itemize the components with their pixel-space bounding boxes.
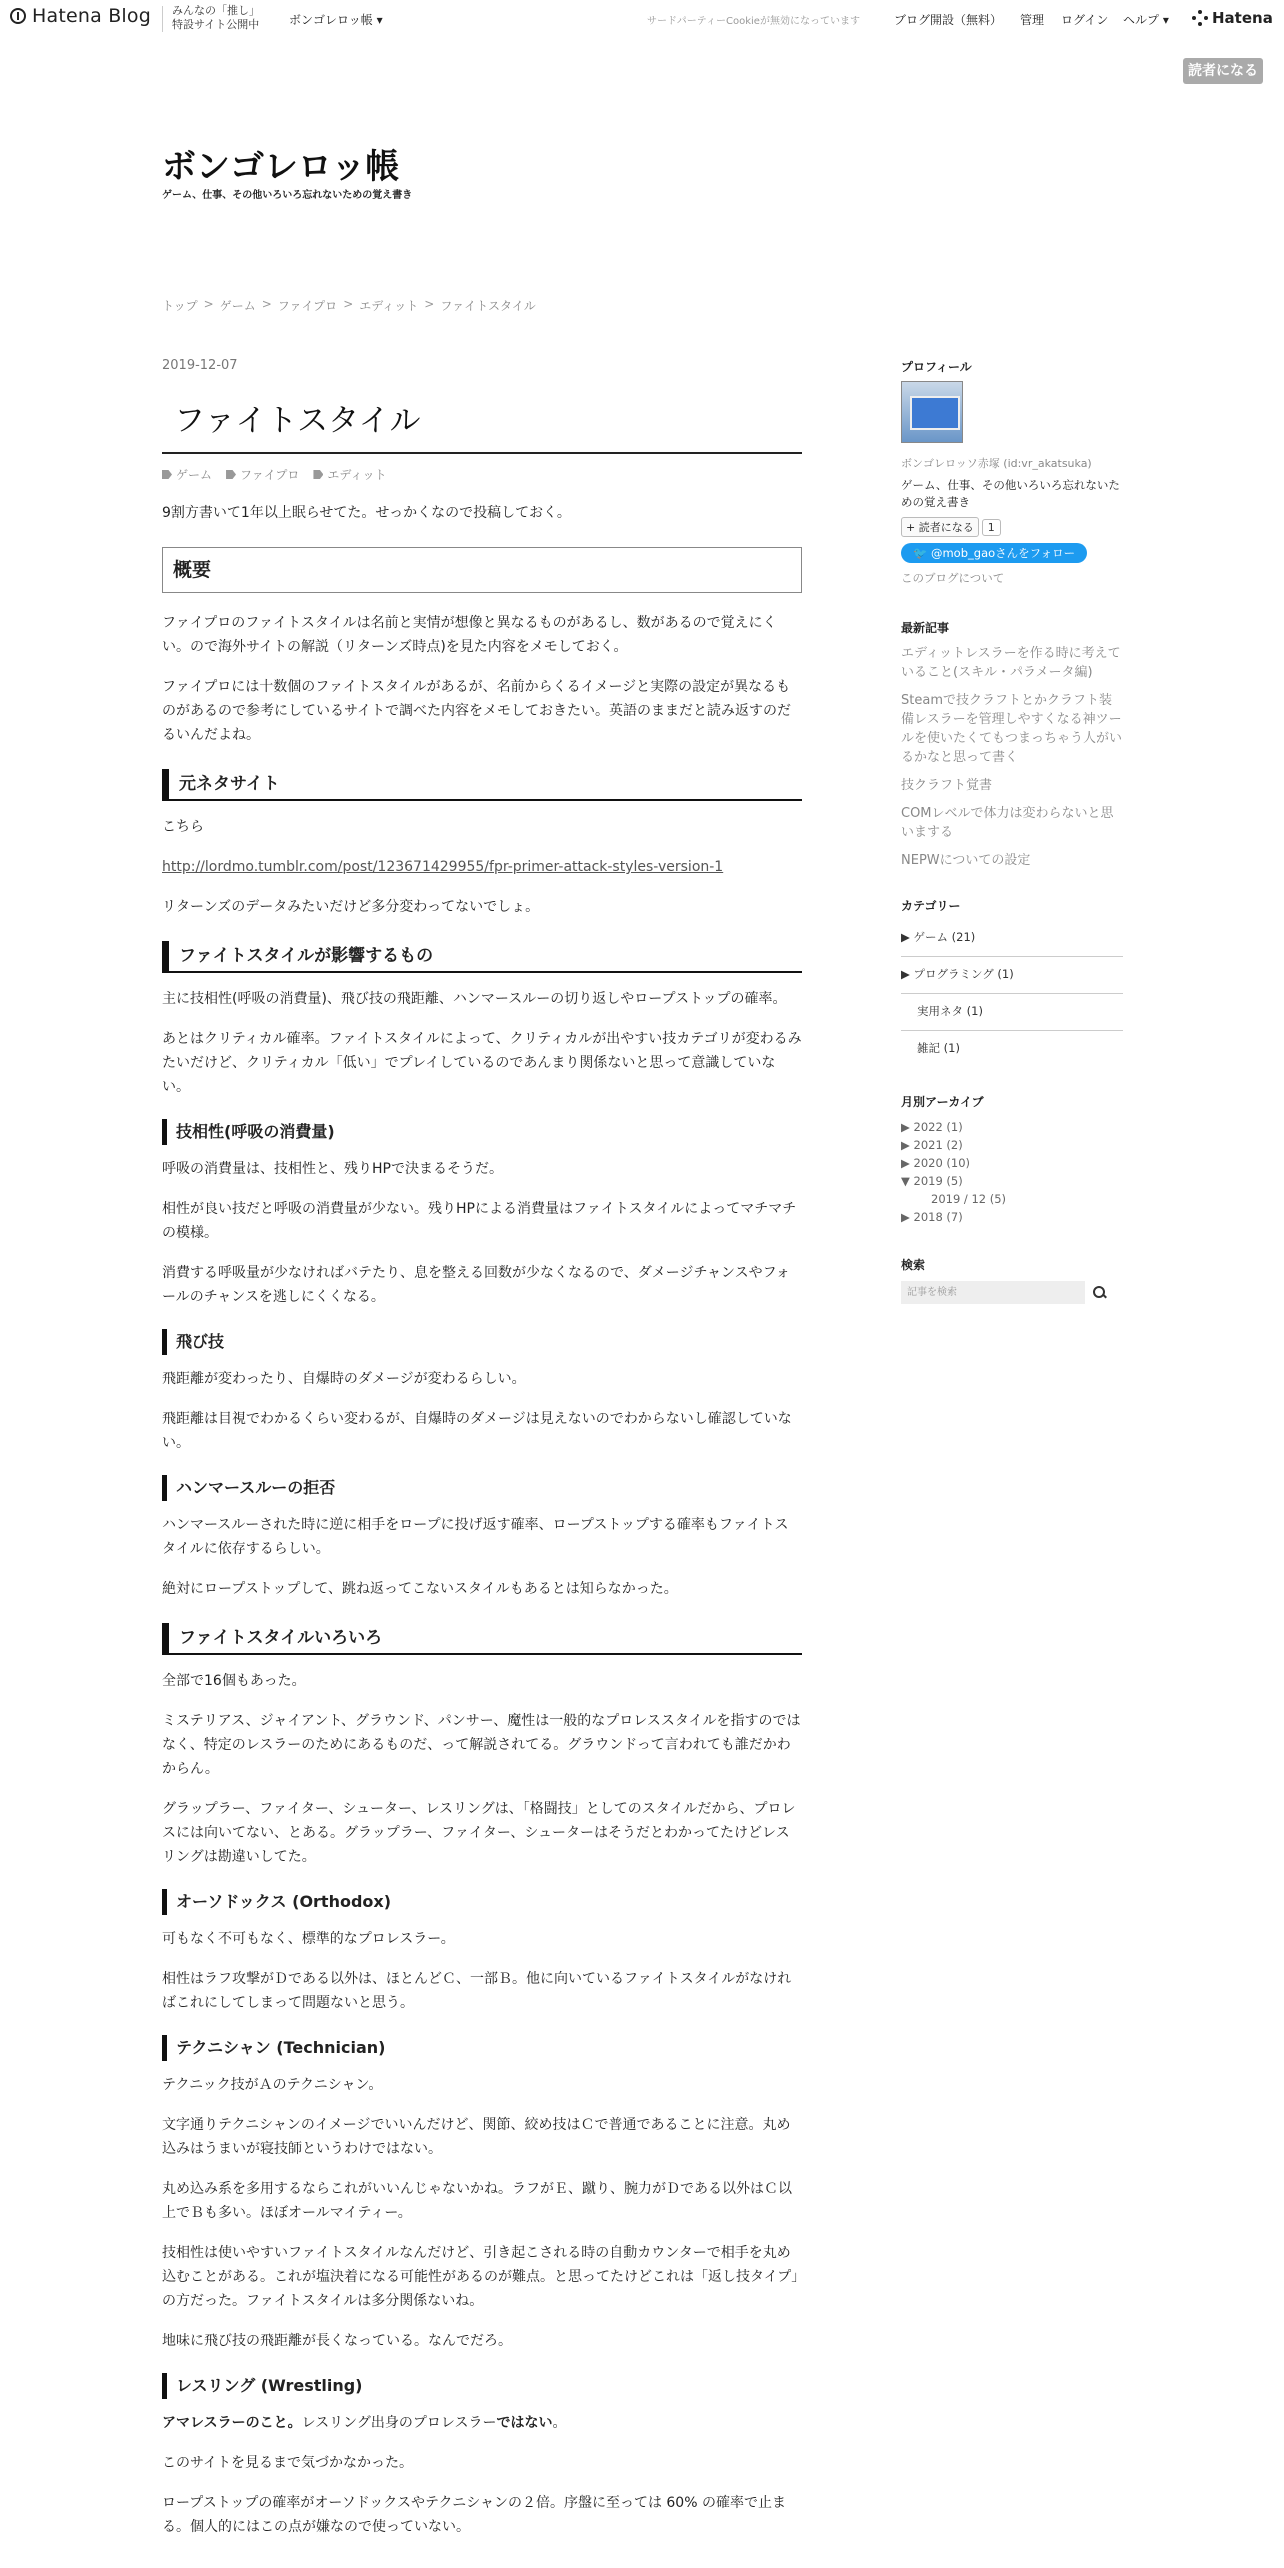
paragraph: ロープストップの確率がオーソドックスやテクニシャンの２倍。序盤に至っては 60% の確率で止まる。個人的にはこの点が嫌なので使っていない。	[162, 2495, 786, 2535]
entry	[162, 358, 802, 2555]
category-tag[interactable]	[313, 466, 386, 483]
archive-year[interactable]: ▶ 2022 (1)	[901, 1120, 963, 1134]
twitter-follow-button[interactable]	[901, 543, 1087, 563]
breadcrumb-separator: >	[261, 297, 272, 311]
source-link[interactable]: http://lordmo.tumblr.com/post/123671429955/fpr-primer-attack-styles-version-1	[162, 859, 724, 875]
breadcrumb-separator: >	[424, 297, 435, 311]
paragraph: このサイトを見るまで気づかなかった。	[162, 2455, 414, 2471]
blog-title[interactable]: ボンゴレロッ帳	[162, 147, 400, 187]
archive-year[interactable]: ▶ 2018 (7)	[901, 1210, 963, 1224]
paragraph: 技相性は使いやすいファイトスタイルなんだけど、引き起こされる時の自動カウンターで相手を丸め込むことがある。これが塩決着になる可能性があるのが難点。と思ってたけどこれは「返し技タイプ」の方だった。ファイトスタイルは多分関係ないね。	[162, 2245, 799, 2309]
minor-heading: 技相性(呼吸の消費量)	[162, 1119, 802, 1145]
subscribe-small-button[interactable]: + 読者になる	[901, 517, 979, 537]
category-item[interactable]: 雑記 (1)	[917, 1041, 960, 1055]
paragraph: あとはクリティカル確率。ファイトスタイルによって、クリティカルが出やすい技カテゴリが変わるみたいだけど、クリティカル「低い」でプレイしているのであんまり関係ないと思って意識していない。	[162, 1031, 802, 1095]
twitter-follow-label: @mob_gaoさんをフォロー	[930, 546, 1076, 560]
archive-year[interactable]: ▼ 2019 (5)	[901, 1174, 963, 1188]
paragraph: 飛距離は目視でわかるくらい変わるが、自爆時のダメージは見えないのでわからないし確認していない。	[162, 1411, 792, 1451]
tag-label: エディット	[327, 468, 387, 482]
twitter-bird-icon: 🐦	[913, 546, 928, 560]
bold-text: アマレスラーのこと。	[162, 2415, 302, 2431]
breadcrumb-item[interactable]: エディット	[359, 299, 419, 313]
entry-date[interactable]: 2019-12-07	[162, 358, 238, 373]
hatena-text: Hatena	[1212, 9, 1273, 27]
paragraph: 呼吸の消費量は、技相性と、残りHPで決まるそうだ。	[162, 1161, 503, 1177]
recent-title: 最新記事	[901, 621, 950, 635]
paragraph: 相性が良い技だと呼吸の消費量が少ない。残りHPによる消費量はファイトスタイルによってマチマチの模様。	[162, 1201, 797, 1241]
profile-title: プロフィール	[901, 360, 972, 374]
breadcrumb-item[interactable]: ファイトスタイル	[440, 299, 536, 313]
hatena-blog-logo[interactable]	[10, 5, 151, 27]
hatena-logo[interactable]	[1192, 9, 1273, 27]
archive-title: 月別アーカイブ	[901, 1095, 984, 1109]
archive-month[interactable]: 2019 / 12 (5)	[931, 1192, 1007, 1206]
promo-line-2: 特設サイト公開中	[172, 18, 260, 31]
category-tag[interactable]	[162, 466, 212, 483]
paragraph: テクニック技がＡのテクニシャン。	[162, 2077, 383, 2093]
open-blog-link[interactable]: ブログ開設（無料）	[894, 13, 1003, 27]
subscribe-button[interactable]: 読者になる	[1183, 58, 1263, 84]
breadcrumb	[162, 297, 536, 314]
archive-module	[901, 1093, 1123, 1226]
recent-list	[901, 644, 1123, 870]
category-item[interactable]: ▶ ゲーム (21)	[901, 920, 1123, 957]
paragraph: ファイプロには十数個のファイトスタイルがあるが、名前からくるイメージと実際の設定が異なるものがあるので参考にしているサイトで調べた内容をメモしておきたい。英語のままだと読み返すのだるいんだよね。	[162, 679, 792, 743]
promo-line-1: みんなの「推し」	[172, 4, 260, 17]
search-title: 検索	[901, 1258, 926, 1272]
admin-link[interactable]: 管理	[1020, 13, 1045, 27]
breadcrumb-item[interactable]: ファイプロ	[277, 299, 338, 313]
profile-name[interactable]: ボンゴレロッソ赤塚 (id:vr_akatsuka)	[901, 457, 1092, 470]
paragraph: ミステリアス、ジャイアント、グラウンド、パンサー、魔性は一般的なプロレススタイルを指すのではなく、特定のレスラーのためにあるものだ、って解説されてる。グラウンドって言われても誰だかわからん。	[162, 1713, 801, 1777]
minor-heading: レスリング (Wrestling)	[162, 2373, 802, 2399]
paragraph: リターンズのデータみたいだけど多分変わってないでしょ。	[162, 899, 540, 915]
paragraph: ファイプロのファイトスタイルは名前と実情が想像と異なるものがあるし、数があるので覚えにくい。ので海外サイトの解説（リターンズ時点)を見た内容をメモしておく。	[162, 615, 777, 655]
search-form	[901, 1281, 1123, 1304]
breadcrumb-separator: >	[203, 297, 214, 311]
tag-label: ファイプロ	[240, 468, 300, 482]
paragraph: 地味に飛び技の飛距離が長くなっている。なんでだろ。	[162, 2333, 512, 2349]
paragraph: 文字通りテクニシャンのイメージでいいんだけど、関節、絞め技はＣで普通であることに注意。丸め込みはうまいが寝技師というわけではない。	[162, 2117, 791, 2157]
breadcrumb-item[interactable]: ゲーム	[219, 299, 256, 313]
recent-entry-link[interactable]: エディットレスラーを作る時に考えていること(スキル・パラメータ編)	[901, 646, 1121, 680]
paragraph: 飛距離が変わったり、自爆時のダメージが変わるらしい。	[162, 1371, 526, 1387]
login-link[interactable]: ログイン	[1061, 13, 1109, 27]
section-heading: 概要	[162, 547, 802, 593]
paragraph: 全部で16個もあった。	[162, 1673, 306, 1689]
recent-entry-link[interactable]: 技クラフト覚書	[901, 778, 993, 793]
reader-count[interactable]: 1	[982, 519, 1001, 536]
recent-entry-link[interactable]: NEPWについての設定	[901, 853, 1031, 868]
entry-title[interactable]: ファイトスタイル	[162, 395, 802, 454]
category-item[interactable]: ▶ プログラミング (1)	[901, 957, 1123, 994]
minor-heading: テクニシャン (Technician)	[162, 2035, 802, 2061]
logo-text: Hatena Blog	[32, 5, 151, 27]
category-tag[interactable]	[226, 466, 299, 483]
paragraph: 9割方書いて1年以上眠らせてた。せっかくなので投稿しておく。	[162, 505, 571, 521]
paragraph: 相性はラフ攻撃がＤである以外は、ほとんどＣ、一部Ｂ。他に向いているファイトスタイルがなければこれにしてしまって問題ないと思う。	[162, 1971, 792, 2011]
global-header	[0, 0, 1284, 38]
profile-module	[901, 358, 1123, 586]
category-module	[901, 897, 1123, 1067]
search-module	[901, 1256, 1123, 1304]
entry-categories	[162, 466, 802, 483]
subscribe-small-label: 読者になる	[918, 521, 974, 534]
tag-label: ゲーム	[176, 468, 213, 482]
minor-heading: 飛び技	[162, 1329, 802, 1355]
help-menu[interactable]: ヘルプ ▾	[1123, 13, 1169, 27]
paragraph: グラップラー、ファイター、シューター、レスリングは、「格闘技」としてのスタイルだから、プロレスには向いてない、とある。グラップラー、ファイター、シューターはそうだとわかってたけどレスリングは勘違いしてた。	[162, 1801, 796, 1865]
recent-module	[901, 619, 1123, 870]
hatena-dots-icon	[1192, 10, 1208, 26]
paragraph: 主に技相性(呼吸の消費量)、飛び技の飛距離、ハンマースルーの切り返しやロープストップの確率。	[162, 991, 787, 1007]
archive-year[interactable]: ▶ 2020 (10)	[901, 1156, 971, 1170]
minor-heading: オーソドックス (Orthodox)	[162, 1889, 802, 1915]
cookie-notice[interactable]: サードパーティーCookieが無効になっています	[647, 16, 860, 27]
paragraph: 絶対にロープストップして、跳ね返ってこないスタイルもあるとは知らなかった。	[162, 1581, 678, 1597]
paragraph: 丸め込み系を多用するならこれがいいんじゃないかね。ラフがＥ、蹴り、腕力がＤである以外はＣ以上でＢも多い。ほぼオールマイティー。	[162, 2181, 792, 2221]
tag-icon	[162, 470, 172, 479]
text: 。	[552, 2415, 567, 2431]
search-input[interactable]: 記事を検索	[901, 1281, 1085, 1304]
subsection-heading: ファイトスタイルいろいろ	[162, 1623, 802, 1655]
search-icon[interactable]	[1093, 1286, 1107, 1300]
tag-icon	[313, 470, 323, 479]
header-divider	[162, 6, 163, 32]
recent-entry-link[interactable]: COMレベルで体力は変わらないと思いまする	[901, 806, 1114, 840]
tag-icon	[226, 470, 236, 479]
hatena-blog-logo-icon	[10, 8, 26, 24]
sidebar	[901, 358, 1123, 1304]
paragraph: こちら	[162, 819, 204, 835]
paragraph	[162, 2411, 802, 2435]
archive-year[interactable]: ▶ 2021 (2)	[901, 1138, 963, 1152]
paragraph	[162, 855, 802, 879]
reader-row	[901, 517, 1123, 537]
avatar[interactable]	[901, 381, 963, 443]
blog-menu-dropdown[interactable]: ボンゴレロッ帳 ▾	[289, 13, 383, 27]
profile-description: ゲーム、仕事、その他いろいろ忘れないための覚え書き	[901, 478, 1120, 509]
about-link[interactable]: このブログについて	[901, 571, 1005, 585]
subsection-heading: 元ネタサイト	[162, 769, 802, 801]
breadcrumb-item[interactable]: トップ	[162, 299, 198, 313]
paragraph: 消費する呼吸量が少なければバテたり、息を整える回数が少なくなるので、ダメージチャンスやフォールのチャンスを逃しにくくなる。	[162, 1265, 790, 1305]
breadcrumb-separator: >	[343, 297, 354, 311]
promo-link[interactable]	[172, 4, 260, 32]
category-item[interactable]: 実用ネタ (1)	[901, 994, 1123, 1031]
minor-heading: ハンマースルーの拒否	[162, 1475, 802, 1501]
subsection-heading: ファイトスタイルが影響するもの	[162, 941, 802, 973]
paragraph: 可もなく不可もなく、標準的なプロレスラー。	[162, 1931, 455, 1947]
category-title: カテゴリー	[901, 899, 961, 913]
text: レスリング出身のプロレスラー	[301, 2415, 497, 2431]
blog-description: ゲーム、仕事、その他いろいろ忘れないための覚え書き	[162, 190, 413, 201]
entry-body	[162, 501, 802, 2539]
recent-entry-link[interactable]: Steamで技クラフトとかクラフト装備レスラーを管理しやすくなる神ツールを使いたくてもつまっちゃう人がいるかなと思って書く	[901, 693, 1123, 765]
paragraph: ハンマースルーされた時に逆に相手をロープに投げ返す確率、ロープストップする確率もファイトスタイルに依存するらしい。	[162, 1517, 789, 1557]
bold-text: ではない	[496, 2415, 553, 2431]
